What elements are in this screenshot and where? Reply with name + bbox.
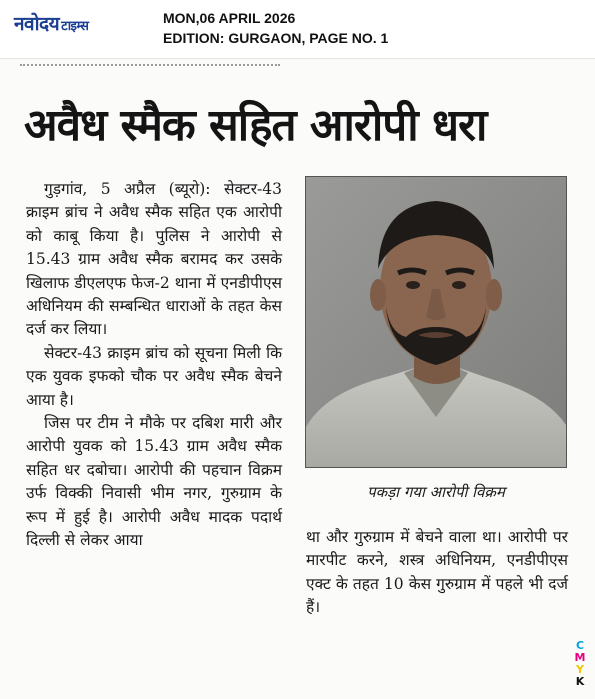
article-left-column	[26, 178, 282, 553]
edition-line: EDITION: GURGAON, PAGE NO. 1	[163, 30, 389, 46]
edition-meta	[163, 8, 388, 48]
logo-main: नवोदय	[14, 13, 60, 35]
cmyk-k: K	[575, 675, 585, 688]
accused-portrait-icon	[306, 177, 566, 467]
date-line: MON,06 APRIL 2026	[163, 10, 296, 26]
cmyk-registration-mark	[572, 640, 588, 688]
cmyk-y: Y	[576, 663, 584, 676]
article-headline: अवैध स्मैक सहित आरोपी धरा	[24, 100, 487, 151]
paragraph-continuation: था और गुरुग्राम में बेचने वाला था। आरोपी पर मारपीट करने, शस्त्र अधिनियम, एनडीपीएस एक्ट के तहत 10 केस गुरुग्राम में पहले भी दर्ज हैं।	[306, 528, 568, 617]
article-right-column	[306, 526, 568, 620]
newspaper-logo	[14, 10, 88, 36]
logo-sub: टाइम्स	[61, 19, 89, 34]
accused-photo	[305, 176, 567, 468]
paragraph-3: जिस पर टीम ने मौके पर दबिश मारी और आरोपी युवक को 15.43 ग्राम अवैध स्मैक सहित धर दबोचा। आरोपी की पहचान विक्रम उर्फ विक्की निवासी भीम नगर, गुरुग्राम के रूप में हुई है। आरोपी अवैध मादक पदार्थ दिल्ली से लेकर आया	[26, 414, 282, 550]
paragraph-2: सेक्टर-43 क्राइम ब्रांच को सूचना मिली कि एक युवक इफको चौक पर अवैध स्मैक बेचने आया है।	[26, 343, 282, 409]
clipping-cut-edge	[20, 58, 280, 66]
page-header	[0, 0, 595, 58]
cmyk-m: M	[574, 651, 586, 664]
cmyk-c: C	[575, 639, 585, 652]
paragraph-1: गुड़गांव, 5 अप्रैल (ब्यूरो): सेक्टर-43 क्राइम ब्रांच ने अवैध स्मैक सहित एक आरोपी को काबू किया है। पुलिस ने आरोपी से 15.43 ग्राम अवैध स्मैक बरामद कर उसके खिलाफ डीएलएफ फेज-2 थाना में एनडीपीएस अधिनियम की सम्बन्धित धाराओं के तहत केस दर्ज कर लिया।	[26, 180, 282, 339]
photo-caption: पकड़ा गया आरोपी विक्रम	[367, 483, 505, 501]
